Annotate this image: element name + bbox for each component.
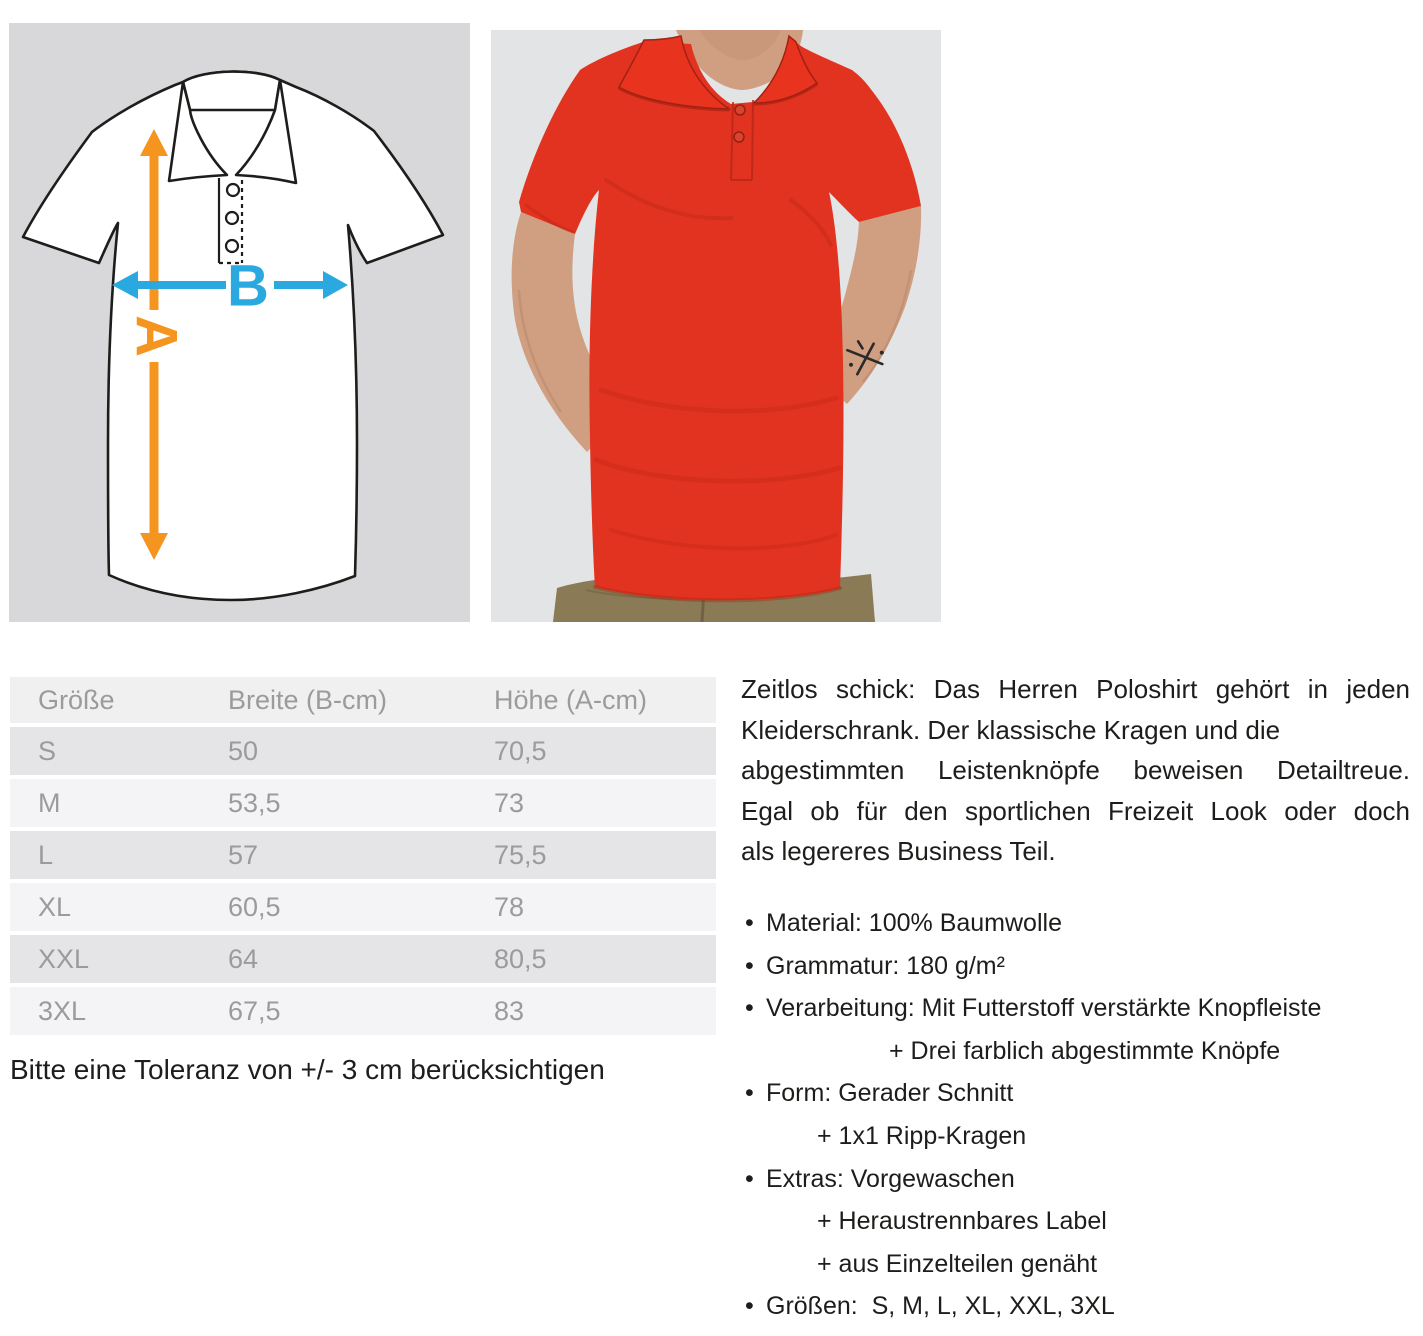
- shirt-button: [735, 105, 745, 115]
- feature-text: Drei farblich abgestimmte Knöpfe: [910, 1036, 1281, 1065]
- measurement-cell: 80,5: [466, 935, 716, 983]
- feature-item: [741, 1200, 1410, 1243]
- feature-item: [741, 1115, 1410, 1158]
- table-row: [10, 987, 716, 1035]
- measurement-cell: 57: [200, 831, 466, 879]
- plus-marker: +: [817, 1121, 839, 1150]
- measurement-cell: 64: [200, 935, 466, 983]
- model-wearing-red-polo: [491, 30, 941, 622]
- bullet-marker: •: [745, 994, 761, 1023]
- table-row: [10, 779, 716, 827]
- size-table: [10, 673, 716, 1039]
- feature-item: [741, 902, 1410, 945]
- size-cell: L: [10, 831, 200, 879]
- table-row: [10, 935, 716, 983]
- bullet-marker: •: [745, 1292, 761, 1321]
- feature-list: [741, 902, 1410, 1328]
- feature-item: [741, 1072, 1410, 1115]
- column-header: Größe: [10, 677, 200, 723]
- size-cell: 3XL: [10, 987, 200, 1035]
- table-row: [10, 727, 716, 775]
- measurement-cell: 83: [466, 987, 716, 1035]
- feature-text: Verarbeitung: Mit Futterstoff verstärkte Knopfleiste: [766, 994, 1322, 1023]
- table-row: [10, 883, 716, 931]
- feature-text: 1x1 Ripp-Kragen: [838, 1121, 1027, 1150]
- size-cell: XXL: [10, 935, 200, 983]
- feature-item: [741, 1243, 1410, 1286]
- bullet-marker: •: [745, 1164, 761, 1193]
- measurement-cell: 73: [466, 779, 716, 827]
- bullet-marker: •: [745, 951, 761, 980]
- description-line: Egal ob für den sportlichen Freizeit Look oder doch: [741, 795, 1410, 826]
- description-line: Zeitlos schick: Das Herren Poloshirt gehört in jeden: [741, 674, 1410, 704]
- description-paragraph: [741, 669, 1410, 872]
- feature-text: Grammatur: 180 g/m²: [766, 951, 1005, 980]
- description-line: als legereres Business Teil.: [741, 836, 1056, 867]
- measurement-cell: 67,5: [200, 987, 466, 1035]
- size-table-body: [10, 727, 716, 1035]
- product-photo: [491, 30, 941, 622]
- tolerance-note: Bitte eine Toleranz von +/- 3 cm berücksichtigen: [10, 1054, 605, 1085]
- size-table-section: [10, 673, 716, 1039]
- measurement-cell: 75,5: [466, 831, 716, 879]
- measurement-cell: 60,5: [200, 883, 466, 931]
- plus-marker: +: [889, 1036, 911, 1065]
- shirt-button: [734, 132, 744, 142]
- plus-marker: +: [817, 1249, 839, 1278]
- label-B: B: [227, 253, 269, 319]
- description-line: Kleiderschrank. Der klassische Kragen und die: [741, 714, 1281, 745]
- measurement-cell: 78: [466, 883, 716, 931]
- button: [226, 212, 238, 224]
- polo-shirt-measurement-diagram: [9, 23, 470, 622]
- feature-text: Form: Gerader Schnitt: [766, 1079, 1014, 1108]
- button: [227, 184, 239, 196]
- size-diagram-panel: [9, 23, 470, 622]
- size-cell: S: [10, 727, 200, 775]
- description-line: abgestimmten Leistenknöpfe beweisen Detailtreue.: [741, 755, 1410, 786]
- bullet-marker: •: [745, 908, 761, 937]
- size-cell: XL: [10, 883, 200, 931]
- measurement-cell: 53,5: [200, 779, 466, 827]
- feature-item: [741, 1158, 1410, 1201]
- measurement-cell: 70,5: [466, 727, 716, 775]
- feature-text: Größen: S, M, L, XL, XXL, 3XL: [766, 1292, 1115, 1321]
- button: [226, 240, 238, 252]
- feature-item: [741, 945, 1410, 988]
- feature-text: Heraustrennbares Label: [838, 1207, 1107, 1236]
- column-header: Höhe (A-cm): [466, 677, 716, 723]
- feature-item: [741, 1030, 1410, 1073]
- label-A: A: [123, 315, 189, 357]
- size-cell: M: [10, 779, 200, 827]
- feature-item: [741, 987, 1410, 1030]
- shirt-outline: [23, 72, 443, 600]
- measurement-cell: 50: [200, 727, 466, 775]
- table-row: [10, 831, 716, 879]
- feature-text: Extras: Vorgewaschen: [766, 1164, 1015, 1193]
- collar-back: [183, 72, 280, 110]
- feature-text: aus Einzelteilen genäht: [838, 1249, 1098, 1278]
- feature-item: [741, 1285, 1410, 1328]
- plus-marker: +: [817, 1207, 839, 1236]
- product-description: [741, 669, 1410, 1328]
- bullet-marker: •: [745, 1079, 761, 1108]
- size-table-header-row: [10, 677, 716, 723]
- column-header: Breite (B-cm): [200, 677, 466, 723]
- feature-text: Material: 100% Baumwolle: [766, 908, 1062, 937]
